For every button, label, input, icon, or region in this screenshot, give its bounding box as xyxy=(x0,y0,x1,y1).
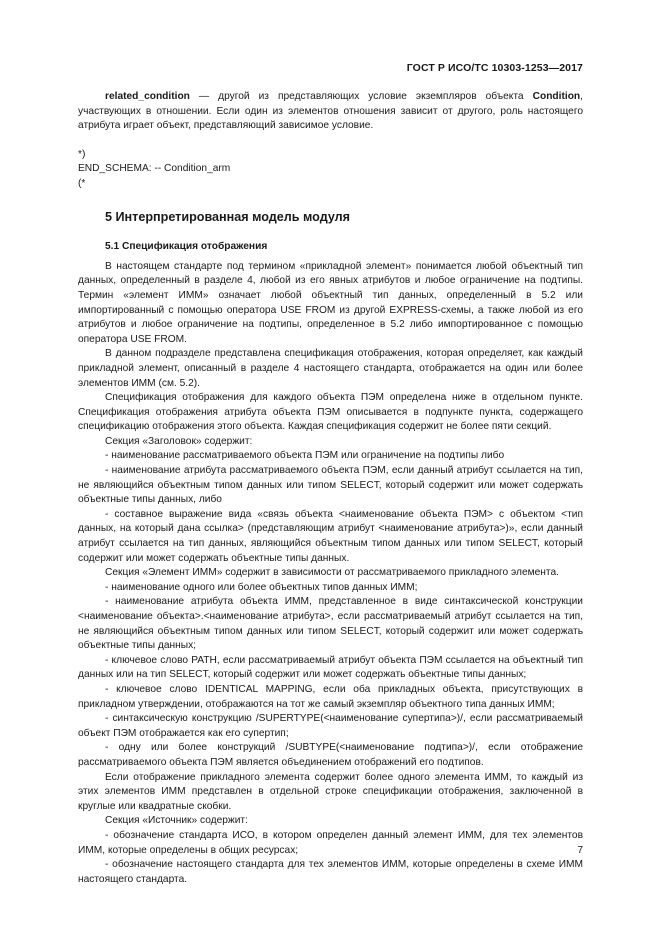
body-paragraph: Если отображение прикладного элемента содержит более одного элемента ИММ, то каждый из этих элементов ИММ представлен в отдельной строке спецификации отображения, заключенной в круглые или квадратные скобки. xyxy=(78,771,583,812)
body-paragraph: Спецификация отображения для каждого объекта ПЭМ определена ниже в отдельном пункте. Спецификация отображения атрибута объекта ПЭМ описывается в подпункте пункта, содержащего спецификацию отображения этого объекта. Каждая спецификация содержит не более пяти секций. xyxy=(78,392,583,433)
list-item: - наименование одного или более объектных типов данных ИММ; xyxy=(105,581,418,593)
list-item: - одну или более конструкций /SUBTYPE(<наименование подтипа>)/, если отображение рассматриваемого объекта ПЭМ является объединением отображений его подтипов. xyxy=(78,742,583,768)
list-item: - наименование атрибута рассматриваемого объекта ПЭМ, если данный атрибут ссылается на тип, не являющийся объектным типом данных или типом SELECT, который содержит или может содержать объектные типы данных, либо xyxy=(78,465,583,506)
list-item: - ключевое слово PATH, если рассматриваемый атрибут объекта ПЭМ ссылается на объектный тип данных или на тип SELECT, который содержит или может содержать объектные типы данных; xyxy=(78,654,583,681)
subsection-title: 5.1 Спецификация отображения xyxy=(105,241,268,253)
list-item: - наименование рассматриваемого объекта ПЭМ или ограничение на подтипы либо xyxy=(105,450,505,462)
code-line-1: *) xyxy=(78,148,86,160)
section-title: 5 Интерпретированная модель модуля xyxy=(105,209,351,224)
list-item: - обозначение стандарта ИСО, в котором определен данный элемент ИММ, для тех элементов ИММ, которые определены в общих ресурсах; xyxy=(78,829,583,856)
page-content xyxy=(78,90,583,887)
body-paragraph: Секция «Элемент ИММ» содержит в зависимости от рассматриваемого прикладного элемента. xyxy=(105,567,559,579)
list-item: - составное выражение вида «связь объекта <наименование объекта ПЭМ> с объектом <тип данных, на который дана ссылка> (представляющим атрибут <наименование атрибута>)», если данный атрибут ссылается на тип данных, являющийся объектным типом данных или типом SELECT, который содержит или может содержать объектные типы данных. xyxy=(78,508,583,564)
body-paragraph: В данном подразделе представлена спецификация отображения, которая определяет, как каждый прикладной элемент, описанный в разделе 4 настоящего стандарта, отображается на один или более элементов ИММ (см. 5.2). xyxy=(78,348,583,389)
page-number: 7 xyxy=(577,845,583,856)
intro-text-b: , участвующих в отношении. Если один из элементов отношения зависит от другого, роль настоящего атрибута играет объект, представляющий зависимое условие. xyxy=(78,91,583,132)
list-item: - обозначение настоящего стандарта для тех элементов ИММ, которые определены в схеме ИММ настоящего стандарта. xyxy=(78,859,583,885)
body-paragraph: В настоящем стандарте под термином «прикладной элемент» понимается любой объектный тип данных, определенный в разделе 4, любой из его явных атрибутов и любое ограничение на подтипы. Термин «элемент ИММ» означает любой объектный тип данных, определенный в 5.2 или импортированный с помощью оператора USE FROM из другой EXPRESS-схемы, а также любой из его атрибутов и любое ограничение на подтипы, определенное в 5.2 либо импортированное с помощью оператора USE FROM. xyxy=(78,260,583,345)
intro-entity: Condition xyxy=(532,91,581,102)
list-item: - наименование атрибута объекта ИММ, представленное в виде синтаксической конструкции <наименование объекта>.<наименование атрибута>, если рассматриваемый атрибут ссылается на тип, не являющийся объектным типом данных или типом SELECT, который содержит или может содержать объектные типы данных; xyxy=(78,596,583,652)
body-paragraph: Секция «Источник» содержит: xyxy=(105,815,248,827)
list-item: - ключевое слово IDENTICAL MAPPING, если оба прикладных объекта, присутствующих в прикладном утверждении, отображаются на тот же самый экземпляр объектного типа данных ИММ; xyxy=(78,683,583,710)
code-line-3: (* xyxy=(78,177,86,189)
code-line-2: END_SCHEMA: -- Condition_arm xyxy=(78,163,231,175)
list-item: - синтаксическую конструкцию /SUPERTYPE(<наименование супертипа>)/, если рассматриваемый объект ПЭМ отображается как его супертип; xyxy=(78,713,583,739)
intro-term: related_condition xyxy=(105,91,190,102)
intro-paragraph xyxy=(78,90,583,134)
document-header: ГОСТ Р ИСО/ТС 10303-1253—2017 xyxy=(406,62,583,74)
intro-text-a: — другой из представляющих условие экземпляров объекта xyxy=(189,91,533,102)
body-paragraph: Секция «Заголовок» содержит: xyxy=(105,435,253,447)
